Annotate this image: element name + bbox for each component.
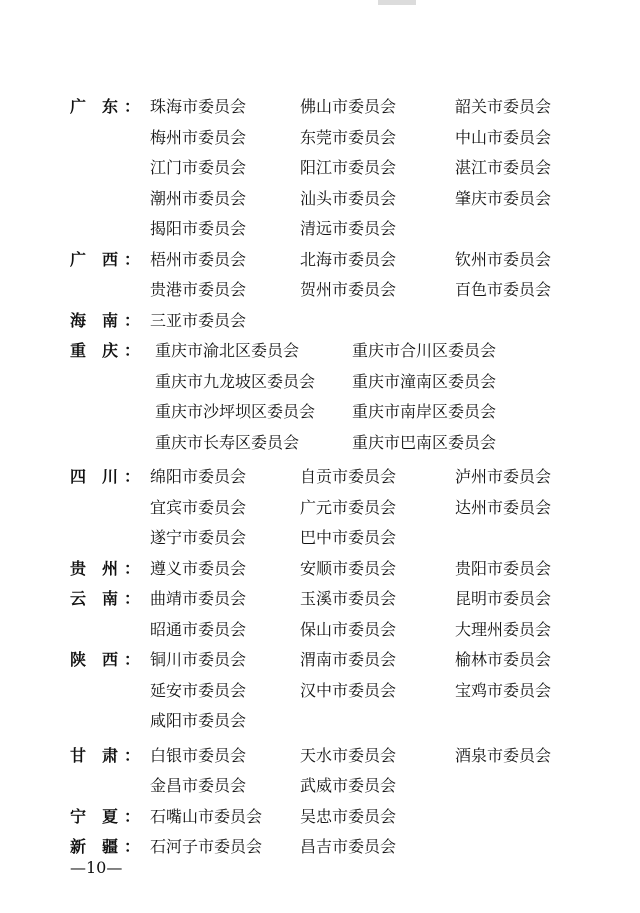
province-label: 甘 肃 — [70, 745, 119, 765]
committee-name: 石河子市委员会 — [150, 837, 263, 856]
province-label: 宁 夏 — [70, 806, 119, 826]
committee-name: 昭通市委员会 — [150, 619, 247, 639]
province-label: 新 疆 — [70, 837, 119, 856]
list-row — [0, 771, 640, 802]
committee-name: 重庆市合川区委员会 — [352, 341, 497, 360]
colon: ： — [124, 806, 141, 826]
committee-name: 北海市委员会 — [300, 249, 397, 269]
list-row — [0, 615, 640, 646]
committee-name: 铜川市委员会 — [150, 650, 247, 669]
province-label: 重 庆 — [70, 341, 119, 360]
list-row — [0, 336, 640, 367]
province-label: 广 西 — [70, 249, 119, 269]
committee-name: 百色市委员会 — [455, 280, 552, 299]
committee-name: 重庆市九龙坡区委员会 — [155, 371, 316, 391]
colon: ： — [124, 310, 141, 330]
colon: ： — [124, 745, 141, 765]
committee-name: 韶关市委员会 — [455, 97, 552, 116]
colon: ： — [124, 558, 141, 578]
committee-name: 中山市委员会 — [455, 127, 552, 147]
list-row — [0, 92, 640, 123]
committee-name: 保山市委员会 — [300, 619, 397, 639]
province-label: 四 川 — [70, 467, 119, 486]
committee-name: 昌吉市委员会 — [300, 837, 397, 856]
list-row — [0, 245, 640, 276]
committee-name: 湛江市委员会 — [455, 158, 552, 177]
committee-name: 清远市委员会 — [300, 219, 397, 238]
colon: ： — [124, 589, 141, 608]
list-row — [0, 493, 640, 524]
committee-name: 延安市委员会 — [150, 680, 247, 700]
committee-name: 肇庆市委员会 — [455, 188, 552, 208]
list-row — [0, 184, 640, 215]
committee-name: 江门市委员会 — [150, 158, 247, 177]
colon: ： — [124, 341, 141, 360]
committee-name: 泸州市委员会 — [455, 467, 552, 486]
committee-name: 咸阳市委员会 — [150, 711, 247, 730]
committee-name: 石嘴山市委员会 — [150, 806, 263, 826]
colon: ： — [124, 467, 141, 486]
committee-name: 重庆市沙坪坝区委员会 — [155, 402, 316, 421]
committee-name: 重庆市巴南区委员会 — [352, 432, 497, 452]
committee-name: 榆林市委员会 — [455, 650, 552, 669]
province-label: 陕 西 — [70, 650, 119, 669]
list-row — [0, 123, 640, 154]
list-row — [0, 428, 640, 459]
committee-name: 酒泉市委员会 — [455, 745, 552, 765]
list-row — [0, 153, 640, 184]
committee-name: 贵港市委员会 — [150, 280, 247, 299]
committee-name: 武威市委员会 — [300, 776, 397, 795]
list-row — [0, 554, 640, 585]
list-row — [0, 676, 640, 707]
committee-name: 佛山市委员会 — [300, 97, 397, 116]
committee-name: 梅州市委员会 — [150, 127, 247, 147]
list-row — [0, 523, 640, 554]
list-row — [0, 306, 640, 337]
list-row — [0, 706, 640, 737]
committee-name: 渭南市委员会 — [300, 650, 397, 669]
committee-name: 重庆市潼南区委员会 — [352, 371, 497, 391]
colon: ： — [124, 837, 141, 856]
committee-name: 吴忠市委员会 — [300, 806, 397, 826]
committee-name: 东莞市委员会 — [300, 127, 397, 147]
committee-name: 汉中市委员会 — [300, 680, 397, 700]
committee-name: 达州市委员会 — [455, 497, 552, 517]
colon: ： — [124, 97, 141, 116]
committee-name: 曲靖市委员会 — [150, 589, 247, 608]
committee-name: 重庆市渝北区委员会 — [155, 341, 300, 360]
list-row — [0, 214, 640, 245]
province-label: 广 东 — [70, 97, 119, 116]
province-label: 海 南 — [70, 310, 119, 330]
committee-name: 遵义市委员会 — [150, 558, 247, 578]
committee-name: 揭阳市委员会 — [150, 219, 247, 238]
committee-name: 重庆市长寿区委员会 — [155, 432, 300, 452]
list-row — [0, 367, 640, 398]
committee-name: 汕头市委员会 — [300, 188, 397, 208]
committee-name: 白银市委员会 — [150, 745, 247, 765]
committee-name: 钦州市委员会 — [455, 249, 552, 269]
committee-name: 三亚市委员会 — [150, 310, 247, 330]
committee-name: 绵阳市委员会 — [150, 467, 247, 486]
committee-name: 天水市委员会 — [300, 745, 397, 765]
committee-name: 宜宾市委员会 — [150, 497, 247, 517]
committee-name: 贵阳市委员会 — [455, 558, 552, 578]
committee-name: 珠海市委员会 — [150, 97, 247, 116]
colon: ： — [124, 249, 141, 269]
list-row — [0, 275, 640, 306]
province-label: 云 南 — [70, 589, 119, 608]
committee-name: 重庆市南岸区委员会 — [352, 402, 497, 421]
committee-name: 昆明市委员会 — [455, 589, 552, 608]
committee-name: 宝鸡市委员会 — [455, 680, 552, 700]
committee-name: 自贡市委员会 — [300, 467, 397, 486]
list-row — [0, 397, 640, 428]
committee-name: 梧州市委员会 — [150, 249, 247, 269]
committee-name: 广元市委员会 — [300, 497, 397, 517]
committee-name: 巴中市委员会 — [300, 528, 397, 547]
list-row — [0, 802, 640, 833]
scan-mark — [378, 0, 416, 5]
colon: ： — [124, 650, 141, 669]
list-row — [0, 584, 640, 615]
committee-name: 贺州市委员会 — [300, 280, 397, 299]
committee-name: 玉溪市委员会 — [300, 589, 397, 608]
list-row — [0, 462, 640, 493]
page-number: —10— — [70, 858, 123, 877]
committee-name: 阳江市委员会 — [300, 158, 397, 177]
list-row — [0, 741, 640, 772]
committee-name: 金昌市委员会 — [150, 776, 247, 795]
committee-name: 安顺市委员会 — [300, 558, 397, 578]
committee-name: 大理州委员会 — [455, 619, 552, 639]
province-label: 贵 州 — [70, 558, 119, 578]
committee-name: 潮州市委员会 — [150, 188, 247, 208]
committee-name: 遂宁市委员会 — [150, 528, 247, 547]
committee-list — [0, 92, 640, 863]
list-row — [0, 645, 640, 676]
